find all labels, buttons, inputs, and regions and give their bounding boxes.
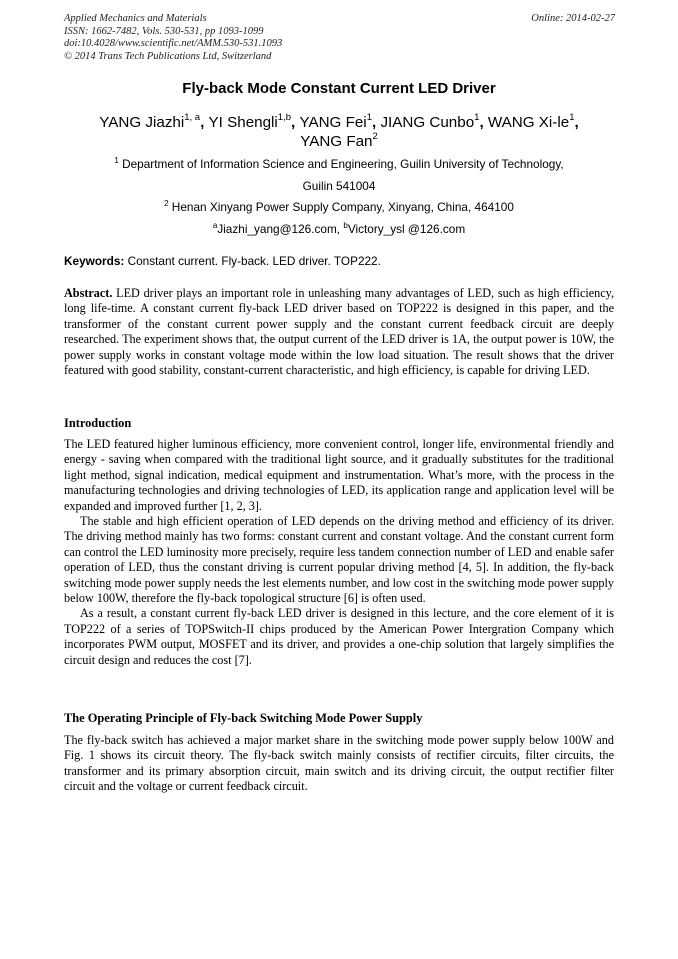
author-name: WANG Xi-le (487, 114, 570, 131)
author-sup: 1, a (184, 111, 201, 123)
abstract-label: Abstract. (64, 286, 113, 300)
abstract-text: LED driver plays an important role in unleashing many advantages of LED, such as high efficiency, long life-time. A constant current fly-back LED driver based on TOP222 is designed in this paper, and the transformer of the constant current power supply and the constant current feedback circuit are deeply researched. The experiment shows that, the output current of the LED driver is 1A, the output power is 10W, the power supply works in constant voltage mode within the low load situation. The result shows that the driver featured with good stability, constant-current characteristic, and high efficiency, is capable for driving LED. (64, 286, 615, 378)
paragraph: As a result, a constant current fly-back LED driver is designed in this lecture, and the core element of it is TOP222 of a series of TOPSwitch-II chips produced by the American Power Intergration Company which incorporates PWM output, MOSFET and its driver, and provides a one-chip solution that largely simplifies the circuit design and reduces the cost [7]. (64, 606, 614, 667)
keywords-text: Constant current. Fly-back. LED driver. TOP222. (127, 254, 381, 268)
journal-header (64, 13, 282, 63)
issn-line: ISSN: 1662-7482, Vols. 530-531, pp 1093-1099 (64, 25, 264, 37)
author-list: YANG Jiazhi$^{1, a}$, YI Shengli$^{1,b}$, YANG Fei$^1$, JIANG Cunbo$^1$, WANG $Xi-le^1$, YANG Fan$^2$ (99, 111, 579, 150)
author-name: YI Shengli (208, 114, 278, 131)
abstract (64, 286, 614, 378)
online-date: Online: 2014-02-27 (531, 13, 615, 24)
doi-line: doi:10.4028/www.scientific.net/AMM.530-531.1093 (64, 38, 283, 50)
copyright-line: © 2014 Trans Tech Publications Ltd, Switzerland (64, 50, 272, 62)
keywords (64, 254, 381, 268)
email-link[interactable]: Victory_ysl @126.com (347, 222, 466, 236)
author-name: YANG Fei (299, 114, 367, 131)
section-heading-operating-principle: The Operating Principle of Fly-back Switching Mode Power Supply (64, 711, 423, 725)
section2-body (64, 733, 614, 795)
author-name: JIANG Cunbo (380, 114, 475, 131)
section-heading-introduction: Introduction (64, 416, 132, 430)
author-sup: 1 (569, 111, 575, 123)
paragraph: The stable and high efficient operation of LED depends on the driving method and efficiency of its driver. The driving method mainly has two forms: constant current and constant voltage. And the constant current form can control the LED luminosity more precisely, require less tandem connection number of LED and enable safer operation of LED, thus the constant driving is current popular driving method [4, 5]. In addition, the fly-back switching mode power supply needs the lest elements number, and low cost in the switching mode power supply below 100W, therefore the fly-back topological structure [6] is often used. (64, 514, 614, 606)
affiliation-2: $^2$ Henan Xinyang Power Supply Company, Xinyang, China, 464100 (164, 199, 514, 214)
email-link[interactable]: Jiazhi_yang@126.com, (217, 222, 341, 236)
journal-name: Applied Mechanics and Materials (64, 13, 207, 24)
introduction-body (64, 437, 614, 668)
author-emails: $^a$Jiazhi_yang@126.com, $^b$Victory_ysl @126.com (212, 221, 466, 236)
author-sup: 1 (366, 111, 372, 123)
paper-title: Fly-back Mode Constant Current LED Driver (182, 80, 496, 97)
author-name: YANG Fan (300, 133, 373, 150)
affiliation-1: $^1$ Department of Information Science and Engineering, Guilin University of Technology, (114, 156, 564, 171)
author-name: YANG Jiazhi (99, 114, 185, 131)
keywords-label: Keywords: (64, 254, 125, 268)
author-sup: 1 (474, 111, 480, 123)
author-sup: 2 (372, 130, 378, 142)
author-sup: 1,b (277, 111, 291, 123)
paragraph: The fly-back switch has achieved a major market share in the switching mode power supply below 100W and Fig. 1 shows its circuit theory. The fly-back switch mainly consists of rectifier circuits, filter circuits, the transformer and its primary absorption circuit, main switch and its driving circuit, the output rectifier filter circuit and the voltage or current feedback circuit. (64, 733, 614, 794)
affiliation-1-city: Guilin 541004 (302, 179, 376, 193)
paragraph: The LED featured higher luminous efficiency, more convenient control, longer life, environmental friendly and energy - saving when compared with the traditional light source, and it gradually substitutes for the traditional light method, signal indication, medical equipment and instrumentation. What’s more, with the process in the manufacturing technologies and driving technologies of LED, its application range and application level will be expanded and improved further [1, 2, 3]. (64, 437, 614, 513)
